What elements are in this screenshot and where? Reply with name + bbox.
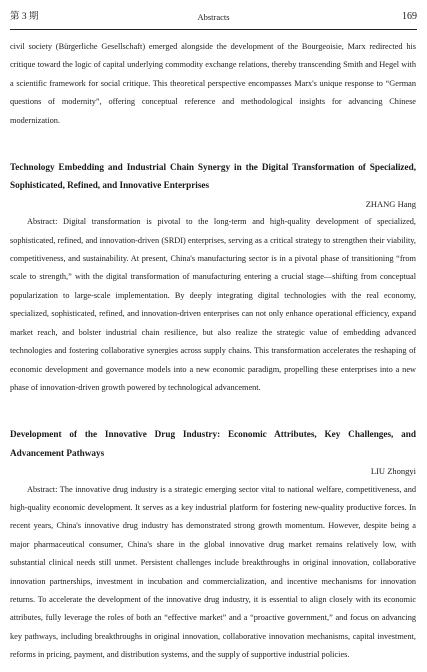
article-author: LIU Zhongyi (370, 466, 416, 477)
article-author: ZHANG Hang (365, 198, 416, 209)
article-abstract: Abstract: Digital transformation is pivotal to the long-term and high-quality development of specialized, sophisticated, refined, and innovation-driven (SRDI) enterprises, serving as a critical strategy to strengthen their viability, competitiveness, and sustainability. At present, China's manufacturing sector is in a pivotal phase of transitioning “from scale to strength,” with the digital transformation of manufacturing entering a crucial stage—shifting from conceptual popularization to large-scale implementation. By deeply integrating digital technologies with the real economy, specialized, sophisticated, refined, and innovation-driven enterprises can not only enhance operational efficiency, expand market reach, and bolster industrial chain resilience, but also realize the strategic value of embedding advanced technologies and fostering collaborative synergies across supply chains. This transformation accelerates the reshaping of economic development and governance models into a new economic paradigm, propelling these enterprises into a new phase of innovation-driven growth powered by technological advancement. (10, 217, 416, 392)
article-abstract: Abstract: The innovative drug industry is a strategic emerging sector vital to national welfare, competitiveness, and high-quality economic development. It serves as a key industrial platform for fostering new-quality productive forces. In recent years, China's innovative drug industry has demonstrated strong growth momentum. However, despite being a major pharmaceutical consumer, China's share in the global innovative drug market remains relatively low, with substantial clinical needs still unmet. Persistent challenges include breakthroughs in original innovation, collaborative innovation partnerships, investment in incubation and commercialization, and incentive mechanisms for innovation returns. To accelerate the development of the innovative drug industry, it is essential to align closely with its economic attributes, fully leverage the roles of both an “effective market” and a “proactive government,” and focus on advancing key pathways, including breakthroughs in original innovation, collaborative innovation mechanisms, capital investment, reforms in pricing, payment, and distribution systems, and the supply of supportive industrial policies. (10, 484, 416, 660)
article-title: Technology Embedding and Industrial Chain Synergy in the Digital Transformation of Specialized, Sophisticated, Refined, and Innovative Enterprises (10, 162, 416, 191)
page-number: 169 (402, 11, 417, 22)
spacer (10, 397, 416, 411)
continued-abstract-text: civil society (Bürgerliche Gesellschaft) emerged alongside the development of the Bourgeoisie, Marx redirected his critique toward the logic of capital underlying commodity exchange relations, thereby transcending Smith and Hegel with a scientific framework for social critique. This theoretical perspective encompasses Marx's unique response to “German questions of modernity”, offering conceptual reference and methodological insights for advancing Chinese modernization. (10, 42, 416, 125)
running-header (10, 9, 417, 25)
article-title: Development of the Innovative Drug Industry: Economic Attributes, Key Challenges, and Advancement Pathways (10, 429, 416, 458)
header-divider (10, 29, 417, 30)
spacer (10, 130, 416, 144)
issue-number: 第 3 期 (10, 12, 39, 22)
article-entry (10, 158, 416, 397)
section-title: Abstracts (197, 12, 230, 22)
page-content (10, 38, 416, 665)
article-entry (10, 425, 416, 664)
